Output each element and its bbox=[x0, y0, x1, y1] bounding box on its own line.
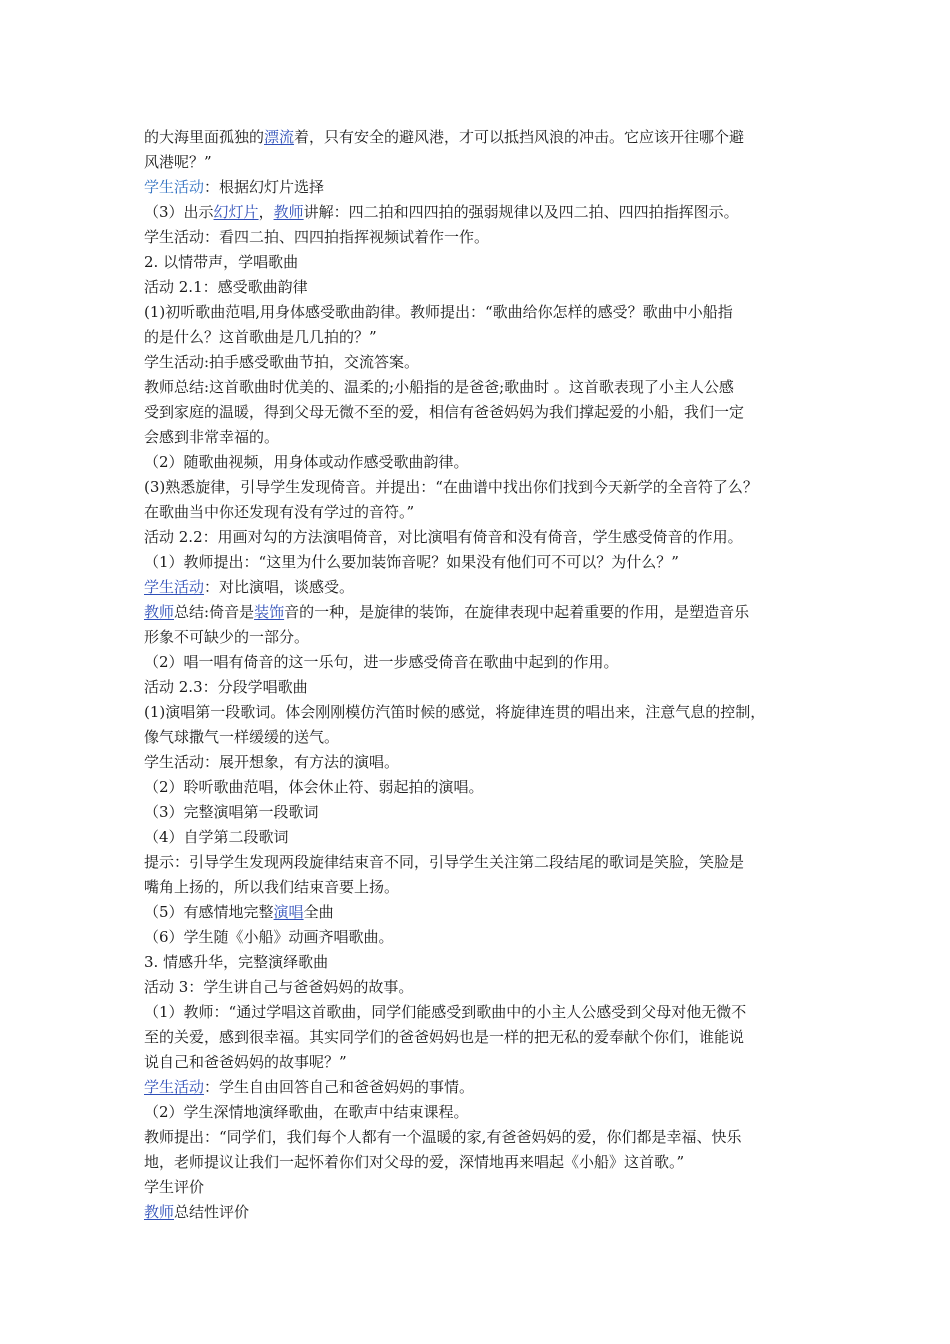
text-line bbox=[144, 1125, 824, 1150]
text-line bbox=[144, 1150, 824, 1175]
text-run: （3）完整演唱第一段歌词 bbox=[144, 803, 319, 821]
text-line bbox=[144, 600, 824, 625]
text-run: 学生活动:拍手感受歌曲节拍，交流答案。 bbox=[144, 353, 420, 371]
text-line bbox=[144, 900, 824, 925]
text-line bbox=[144, 575, 824, 600]
hyperlink[interactable]: 漂流 bbox=[264, 128, 295, 146]
text-run: （6）学生随《小船》动画齐唱歌曲。 bbox=[144, 928, 394, 946]
text-line bbox=[144, 300, 824, 325]
text-line bbox=[144, 1050, 824, 1075]
text-run: 活动 2.2：用画对勾的方法演唱倚音，对比演唱有倚音和没有倚音，学生感受倚音的作用。 bbox=[144, 528, 743, 546]
hyperlink[interactable]: 幻灯片 bbox=[213, 203, 259, 221]
text-line bbox=[144, 1100, 824, 1125]
text-line bbox=[144, 1075, 824, 1100]
text-run: 在歌曲当中你还发现有没有学过的音符。” bbox=[144, 503, 415, 521]
text-line bbox=[144, 525, 824, 550]
text-run: 活动 2.1：感受歌曲韵律 bbox=[144, 278, 308, 296]
text-line bbox=[144, 275, 824, 300]
text-line bbox=[144, 975, 824, 1000]
text-line bbox=[144, 825, 824, 850]
text-run: 3. 情感升华，完整演绎歌曲 bbox=[144, 953, 329, 971]
text-run: 学生活动：展开想象，有方法的演唱。 bbox=[144, 753, 400, 771]
text-run: 嘴角上扬的，所以我们结束音要上扬。 bbox=[144, 878, 400, 896]
text-line bbox=[144, 1000, 824, 1025]
text-run: （2）学生深情地演绎歌曲，在歌声中结束课程。 bbox=[144, 1103, 469, 1121]
text-run: ：对比演唱，谈感受。 bbox=[204, 578, 355, 596]
text-run: (1)演唱第一段歌词。体会刚刚模仿汽笛时候的感觉，将旋律连贯的唱出来，注意气息的控制， bbox=[144, 703, 766, 721]
text-line bbox=[144, 850, 824, 875]
text-run: 的是什么？这首歌曲是几几拍的？” bbox=[144, 328, 377, 346]
highlighted-text[interactable]: 学生活动 bbox=[144, 178, 205, 196]
text-line bbox=[144, 500, 824, 525]
text-run: 音的一种，是旋律的装饰，在旋律表现中起着重要的作用，是塑造音乐 bbox=[284, 603, 750, 621]
text-run: 会感到非常幸福的。 bbox=[144, 428, 280, 446]
text-run: （3）出示 bbox=[144, 203, 214, 221]
hyperlink[interactable]: 学生活动 bbox=[144, 1078, 205, 1096]
text-run: ：根据幻灯片选择 bbox=[204, 178, 325, 196]
text-run: （2）随歌曲视频，用身体或动作感受歌曲韵律。 bbox=[144, 453, 469, 471]
text-run: 的大海里面孤独的 bbox=[144, 128, 265, 146]
hyperlink[interactable]: 教师 bbox=[144, 1203, 175, 1221]
text-run: (3)熟悉旋律，引导学生发现倚音。并提出：“在曲谱中找出你们找到今天新学的全音符了么？ bbox=[144, 478, 758, 496]
text-line bbox=[144, 950, 824, 975]
text-line bbox=[144, 425, 824, 450]
text-line bbox=[144, 1175, 824, 1200]
text-line bbox=[144, 800, 824, 825]
text-run: （2）聆听歌曲范唱，体会休止符、弱起拍的演唱。 bbox=[144, 778, 484, 796]
text-line bbox=[144, 350, 824, 375]
text-line bbox=[144, 450, 824, 475]
text-line bbox=[144, 625, 824, 650]
text-line bbox=[144, 675, 824, 700]
text-run: 总结:倚音是 bbox=[174, 603, 255, 621]
text-line bbox=[144, 1200, 824, 1225]
text-line bbox=[144, 1025, 824, 1050]
text-line bbox=[144, 375, 824, 400]
text-run: 学生活动：看四二拍、四四拍指挥视频试着作一作。 bbox=[144, 228, 490, 246]
text-line bbox=[144, 250, 824, 275]
text-run: 形象不可缺少的一部分。 bbox=[144, 628, 310, 646]
text-run: ， bbox=[258, 203, 274, 221]
text-line bbox=[144, 875, 824, 900]
text-run: （4）自学第二段歌词 bbox=[144, 828, 289, 846]
text-run: （1）教师：“通过学唱这首歌曲，同学们能感受到歌曲中的小主人公感受到父母对他无微不 bbox=[144, 1003, 747, 1021]
text-run: 着，只有安全的避风港，才可以抵挡风浪的冲击。它应该开往哪个避 bbox=[294, 128, 745, 146]
text-line bbox=[144, 200, 824, 225]
text-line bbox=[144, 925, 824, 950]
text-run: (1)初听歌曲范唱,用身体感受歌曲韵律。教师提出：“歌曲给你怎样的感受？歌曲中小船指 bbox=[144, 303, 733, 321]
text-run: 提示：引导学生发现两段旋律结束音不同，引导学生关注第二段结尾的歌词是笑脸，笑脸是 bbox=[144, 853, 745, 871]
text-line bbox=[144, 225, 824, 250]
text-run: 活动 3：学生讲自己与爸爸妈妈的故事。 bbox=[144, 978, 414, 996]
document-body bbox=[144, 125, 824, 1225]
text-run: 学生评价 bbox=[144, 1178, 205, 1196]
text-run: 全曲 bbox=[303, 903, 334, 921]
text-line bbox=[144, 475, 824, 500]
text-run: 教师总结:这首歌曲时优美的、温柔的;小船指的是爸爸;歌曲时 。这首歌表现了小主人公感 bbox=[144, 378, 734, 396]
text-run: 2. 以情带声，学唱歌曲 bbox=[144, 253, 299, 271]
text-run: 受到家庭的温暖，得到父母无微不至的爱，相信有爸爸妈妈为我们撑起爱的小船，我们一定 bbox=[144, 403, 745, 421]
text-line bbox=[144, 175, 824, 200]
text-line bbox=[144, 775, 824, 800]
text-line bbox=[144, 125, 824, 150]
text-run: 教师提出：“同学们，我们每个人都有一个温暖的家,有爸爸妈妈的爱，你们都是幸福、快乐 bbox=[144, 1128, 742, 1146]
text-run: 讲解：四二拍和四四拍的强弱规律以及四二拍、四四拍指挥图示。 bbox=[303, 203, 739, 221]
text-run: ：学生自由回答自己和爸爸妈妈的事情。 bbox=[204, 1078, 475, 1096]
text-line bbox=[144, 150, 824, 175]
text-run: （5）有感情地完整 bbox=[144, 903, 274, 921]
text-run: （1）教师提出：“这里为什么要加装饰音呢？如果没有他们可不可以？为什么？” bbox=[144, 553, 679, 571]
text-run: 总结性评价 bbox=[174, 1203, 250, 1221]
hyperlink[interactable]: 演唱 bbox=[273, 903, 304, 921]
text-run: 地，老师提议让我们一起怀着你们对父母的爱，深情地再来唱起《小船》这首歌。” bbox=[144, 1153, 685, 1171]
hyperlink[interactable]: 教师 bbox=[273, 203, 304, 221]
hyperlink[interactable]: 装饰 bbox=[254, 603, 285, 621]
text-run: 像气球撒气一样缓缓的送气。 bbox=[144, 728, 340, 746]
text-run: （2）唱一唱有倚音的这一乐句，进一步感受倚音在歌曲中起到的作用。 bbox=[144, 653, 619, 671]
text-line bbox=[144, 325, 824, 350]
text-run: 至的关爱，感到很幸福。其实同学们的爸爸妈妈也是一样的把无私的爱奉献个你们，谁能说 bbox=[144, 1028, 745, 1046]
hyperlink[interactable]: 学生活动 bbox=[144, 578, 205, 596]
hyperlink[interactable]: 教师 bbox=[144, 603, 175, 621]
text-line bbox=[144, 725, 824, 750]
text-run: 说自己和爸爸妈妈的故事呢？” bbox=[144, 1053, 347, 1071]
text-run: 活动 2.3：分段学唱歌曲 bbox=[144, 678, 308, 696]
text-line bbox=[144, 550, 824, 575]
text-run: 风港呢？” bbox=[144, 153, 212, 171]
text-line bbox=[144, 650, 824, 675]
text-line bbox=[144, 400, 824, 425]
text-line bbox=[144, 700, 824, 725]
text-line bbox=[144, 750, 824, 775]
